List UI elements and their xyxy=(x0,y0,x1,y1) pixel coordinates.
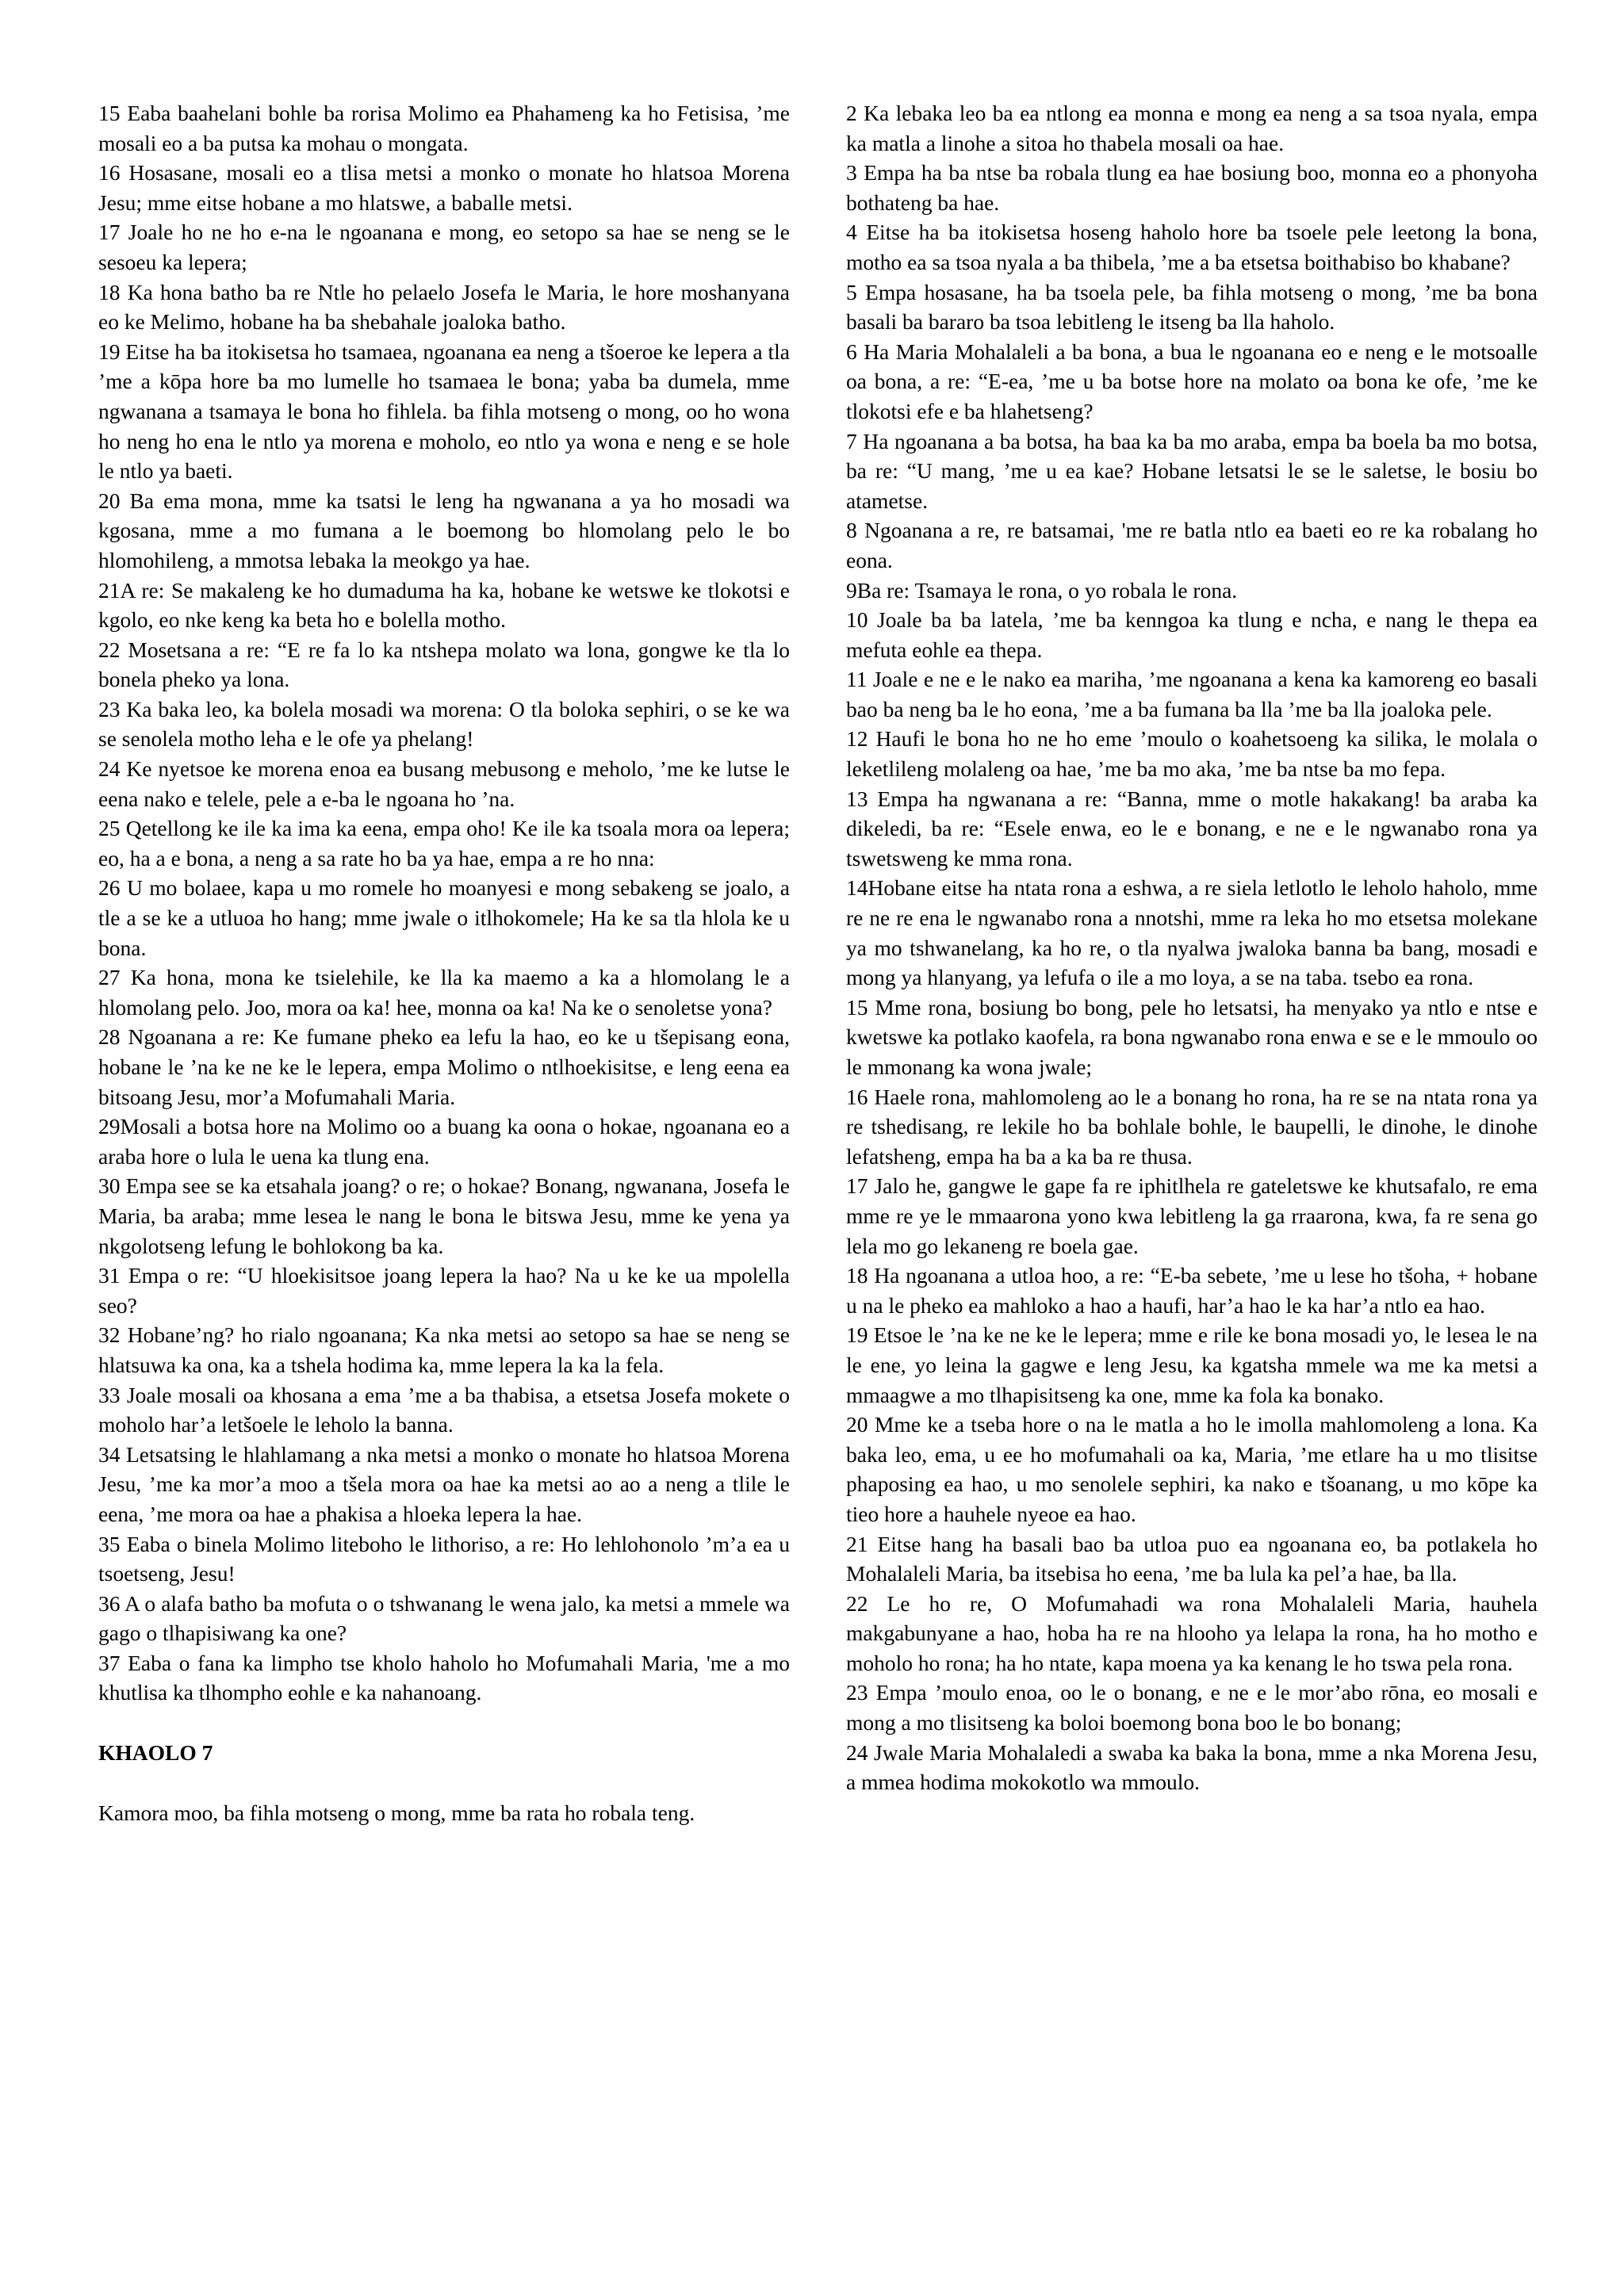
verse-paragraph: 20 Mme ke a tseba hore o na le matla a ho le imolla mahlomoleng a lona. Ka baka leo, ema, u ee ho mofumahali oa ka, Maria, ’me etlare ha u mo tlisitse phaposing ea hao, u mo senolele sephiri, ka nako e tšoanang, u mo kōpe ka tieo hore a hauhele nyeoe ea hao. xyxy=(846,1412,1538,1526)
left-paragraph-list xyxy=(98,98,790,1708)
verse-paragraph: 36 A o alafa batho ba mofuta o o tshwanang le wena jalo, ka metsi a mmele wa gago o tlhapisiwang ka one? xyxy=(98,1590,790,1646)
verse-paragraph: 9Ba re: Tsamaya le rona, o yo robala le rona. xyxy=(846,577,1238,603)
verse-paragraph: 21A re: Se makaleng ke ho dumaduma ha ka, hobane ke wetswe ke tlokotsi e kgolo, eo nke keng ka beta ho e bolella motho. xyxy=(98,577,790,633)
chapter-intro-paragraph: Kamora moo, ba fihla motseng o mong, mme ba rata ho robala teng. xyxy=(98,1800,695,1825)
verse-paragraph: 19 Eitse ha ba itokisetsa ho tsamaea, ngoanana ea neng a tšoeroe ke lepera a tla ’me a kōpa hore ba mo lumelle ho tsamaea le bona; yaba ba dumela, mme ngwanana a tsamaya le bona ho fihlela. ba fihla motseng o mong, oo ho wona ho neng ho ena le ntlo ya morena e moholo, eo ntlo ya wona e neng e se hole le ntlo ya baeti. xyxy=(98,339,790,484)
verse-paragraph: 35 Eaba o binela Molimo liteboho le lithoriso, a re: Ho lehlohonolo ’m’a ea u tsoetseng, Jesu! xyxy=(98,1531,790,1586)
verse-paragraph: 3 Empa ha ba ntse ba robala tlung ea hae bosiung boo, monna eo a phonyoha bothateng ba hae. xyxy=(846,160,1538,215)
verse-paragraph: 12 Haufi le bona ho ne ho eme ’moulo o koahetsoeng ka silika, le molala o leketlileng molaleng oa hae, ’me ba mo aka, ’me ba ntse ba mo fepa. xyxy=(846,726,1538,782)
verse-paragraph: 33 Joale mosali oa khosana a ema ’me a ba thabisa, a etsetsa Josefa mokete o moholo har’a letšoele le leholo la banna. xyxy=(98,1382,790,1437)
verse-paragraph: 17 Joale ho ne ho e-na le ngoanana e mong, eo setopo sa hae se neng se le sesoeu ka lepera; xyxy=(98,220,790,274)
verse-paragraph: 31 Empa o re: “U hloekisitsoe joang lepera la hao? Na u ke ke ua mpolella seo? xyxy=(98,1263,790,1318)
verse-paragraph: 19 Etsoe le ’na ke ne ke le lepera; mme e rile ke bona mosadi yo, le lesea le na le ene, yo leina la gagwe e leng Jesu, ka kgatsha mmele wa me ka metsi a mmaagwe a mo tlhapisitseng ka one, mme ka fola ka bonako. xyxy=(846,1322,1538,1407)
verse-paragraph: 14Hobane eitse ha ntata rona a eshwa, a re siela letlotlo le leholo haholo, mme re ne re ena le ngwanabo rona a nnotshi, mme ra leka ho mo etsetsa molekane ya mo tshwanelang, ka ho re, o tla nyalwa jwaloka banna ba bang, mosadi e mong ya hlanyang, ya lefufa o ile a mo loya, a se na taba. tsebo ea rona. xyxy=(846,875,1538,990)
right-paragraph-list xyxy=(846,98,1538,1797)
verse-paragraph: 23 Ka baka leo, ka bolela mosadi wa morena: O tla boloka sephiri, o se ke wa se senolela motho leha e le ofe ya phelang! xyxy=(98,696,790,752)
verse-paragraph: 5 Empa hosasane, ha ba tsoela pele, ba fihla motseng o mong, ’me ba bona basali ba bararo ba tsoa lebitleng le itseng ba lla haholo. xyxy=(846,279,1538,335)
verse-paragraph: 37 Eaba o fana ka limpho tse kholo haholo ho Mofumahali Maria, 'me a mo khutlisa ka tlhompho eohle e ka nahanoang. xyxy=(98,1650,790,1705)
verse-paragraph: 18 Ha ngoanana a utloa hoo, a re: “E-ba sebete, ’me u lese ho tšoha, + hobane u na le pheko ea mahloko a hao a haufi, har’a hao le ka har’a ntlo ea hao. xyxy=(846,1263,1538,1318)
verse-paragraph: 13 Empa ha ngwanana a re: “Banna, mme o motle hakakang! ba araba ka dikeledi, ba re: “Esele enwa, eo le e bonang, e ne e le ngwanabo rona ya tswetsweng ke mma rona. xyxy=(846,786,1538,871)
verse-paragraph: 32 Hobane’ng? ho rialo ngoanana; Ka nka metsi ao setopo sa hae se neng se hlatsuwa ka ona, ka a tshela hodima ka, mme lepera la ka la fela. xyxy=(98,1322,790,1377)
verse-paragraph: 24 Ke nyetsoe ke morena enoa ea busang mebusong e meholo, ’me ke lutse le eena nako e telele, pele a e-ba le ngoana ho ’na. xyxy=(98,756,790,811)
verse-paragraph: 15 Mme rona, bosiung bo bong, pele ho letsatsi, ha menyako ya ntlo e ntse e kwetswe ka potlako kaofela, ra bona ngwanabo rona enwa e se e le mmoulo oo le mmonang ka wona jwale; xyxy=(846,994,1538,1079)
verse-paragraph: 7 Ha ngoanana a ba botsa, ha baa ka ba mo araba, empa ba boela ba mo botsa, ba re: “U mang, ’me u ea kae? Hobane letsatsi le se le saletse, le bosiu bo atametse. xyxy=(846,428,1538,513)
verse-paragraph: 10 Joale ba ba latela, ’me ba kenngoa ka tlung e ncha, e nang le thepa ea mefuta eohle ea thepa. xyxy=(846,607,1538,662)
verse-paragraph: 23 Empa ’moulo enoa, oo le o bonang, e ne e le mor’abo rōna, eo mosali e mong a mo tlisitseng ka boloi boemong bona boo le bo bonang; xyxy=(846,1680,1538,1735)
verse-paragraph: 20 Ba ema mona, mme ka tsatsi le leng ha ngwanana a ya ho mosadi wa kgosana, mme a mo fumana a le boemong bo hlomolang pelo le bo hlomohileng, a mmotsa lebaka la meokgo ya hae. xyxy=(98,488,790,572)
verse-paragraph: 34 Letsatsing le hlahlamang a nka metsi a monko o monate ho hlatsoa Morena Jesu, ’me ka mor’a moo a tšela mora oa hae ka metsi ao ao a neng a tlile le eena, ’me mora oa hae a phakisa a hloeka lepera la hae. xyxy=(98,1441,790,1526)
verse-paragraph: 2 Ka lebaka leo ba ea ntlong ea monna e mong ea neng a sa tsoa nyala, empa ka matla a linohe a sitoa ho thabela mosali oa hae. xyxy=(846,101,1538,155)
verse-paragraph: 29Mosali a botsa hore na Molimo oo a buang ka oona o hokae, ngoanana eo a araba hore o lula le uena ka tlung ena. xyxy=(98,1114,790,1169)
verse-paragraph: 22 Mosetsana a re: “E re fa lo ka ntshepa molato wa lona, gongwe ke tla lo bonela pheko ya lona. xyxy=(98,637,790,692)
verse-paragraph: 28 Ngoanana a re: Ke fumane pheko ea lefu la hao, eo ke u tšepisang eona, hobane le ’na ke ne ke le lepera, empa Molimo o ntlhoekisitse, e leng eena ea bitsoang Jesu, mor’a Mofumahali Maria. xyxy=(98,1024,790,1109)
verse-paragraph: 8 Ngoanana a re, re batsamai, 'me re batla ntlo ea baeti eo re ka robalang ho eona. xyxy=(846,518,1538,572)
verse-paragraph: 30 Empa see se ka etsahala joang? o re; o hokae? Bonang, ngwanana, Josefa le Maria, ba araba; mme lesea le nang le bona le bitswa Jesu, mme ke yena ya nkgolotseng lefung le bohlokong ba ka. xyxy=(98,1173,790,1258)
verse-paragraph: 18 Ka hona batho ba re Ntle ho pelaelo Josefa le Maria, le hore moshanyana eo ke Melimo, hobane ha ba shebahale joaloka batho. xyxy=(98,279,790,335)
verse-paragraph: 21 Eitse hang ha basali bao ba utloa puo ea ngoanana eo, ba potlakela ho Mohalaleli Maria, ba itsebisa ho eena, ’me ba lula ka pel’a hae, ba lla. xyxy=(846,1531,1538,1586)
verse-paragraph: 6 Ha Maria Mohalaleli a ba bona, a bua le ngoanana eo e neng e le motsoalle oa bona, a re: “E-ea, ’me u ba botse hore na molato oa bona ke ofe, ’me ke tlokotsi efe e ba hlahetseng? xyxy=(846,339,1538,423)
verse-paragraph: 24 Jwale Maria Mohalaledi a swaba ka baka la bona, mme a nka Morena Jesu, a mmea hodima mokokotlo wa mmoulo. xyxy=(846,1739,1538,1795)
verse-paragraph: 26 U mo bolaee, kapa u mo romele ho moanyesi e mong sebakeng se joalo, a tle a se ke a utluoa ho hang; mme jwale o itlhokomele; Ha ke sa tla hlola ke u bona. xyxy=(98,875,790,960)
verse-paragraph: 4 Eitse ha ba itokisetsa hoseng haholo hore ba tsoele pele leetong la bona, motho ea sa tsoa nyala a ba thibela, ’me a ba etsetsa boithabiso bo khabane? xyxy=(846,220,1538,274)
chapter-heading: KHAOLO 7 xyxy=(98,1740,213,1766)
verse-paragraph: 15 Eaba baahelani bohle ba rorisa Molimo ea Phahameng ka ho Fetisisa, ’me mosali eo a ba putsa ka mohau o mongata. xyxy=(98,101,790,155)
right-text-column xyxy=(846,98,1538,1797)
verse-paragraph: 27 Ka hona, mona ke tsielehile, ke lla ka maemo a ka a hlomolang le a hlomolang pelo. Joo, mora oa ka! hee, monna oa ka! Na ke o senoletse yona? xyxy=(98,965,790,1020)
verse-paragraph: 22 Le ho re, O Mofumahadi wa rona Mohalaleli Maria, hauhela makgabunyane a hao, hoba ha re na hlooho ya lelapa la rona, ha ho motho e moholo ho rona; ha ho ntate, kapa moena ya ka kenang le ho tswa pela rona. xyxy=(846,1590,1538,1675)
verse-paragraph: 17 Jalo he, gangwe le gape fa re iphitlhela re gateletswe ke khutsafalo, re ema mme re ye le mmaarona yono kwa lebitleng la ga rraarona, kwa, fa re sena go lela mo go lekaneng re boela gae. xyxy=(846,1173,1538,1258)
verse-paragraph: 16 Haele rona, mahlomoleng ao le a bonang ho rona, ha re se na ntata rona ya re tshedisang, re lekile ho ba bohlale bohle, le baupelli, le dinohe, le dinohe lefatsheng, empa ha ba a ka ba re thusa. xyxy=(846,1084,1538,1169)
verse-paragraph: 25 Qetellong ke ile ka ima ka eena, empa oho! Ke ile ka tsoala mora oa lepera; eo, ha a e bona, a neng a sa rate ho ba ya hae, empa a re ho nna: xyxy=(98,816,790,871)
verse-paragraph: 16 Hosasane, mosali eo a tlisa metsi a monko o monate ho hlatsoa Morena Jesu; mme eitse hobane a mo hlatswe, a baballe metsi. xyxy=(98,160,790,215)
verse-paragraph: 11 Joale e ne e le nako ea mariha, ’me ngoanana a kena ka kamoreng eo basali bao ba neng ba le ho eona, ’me a ba fumana ba lla ’me ba lla joaloka pele. xyxy=(846,667,1538,721)
left-text-column xyxy=(98,98,790,1827)
